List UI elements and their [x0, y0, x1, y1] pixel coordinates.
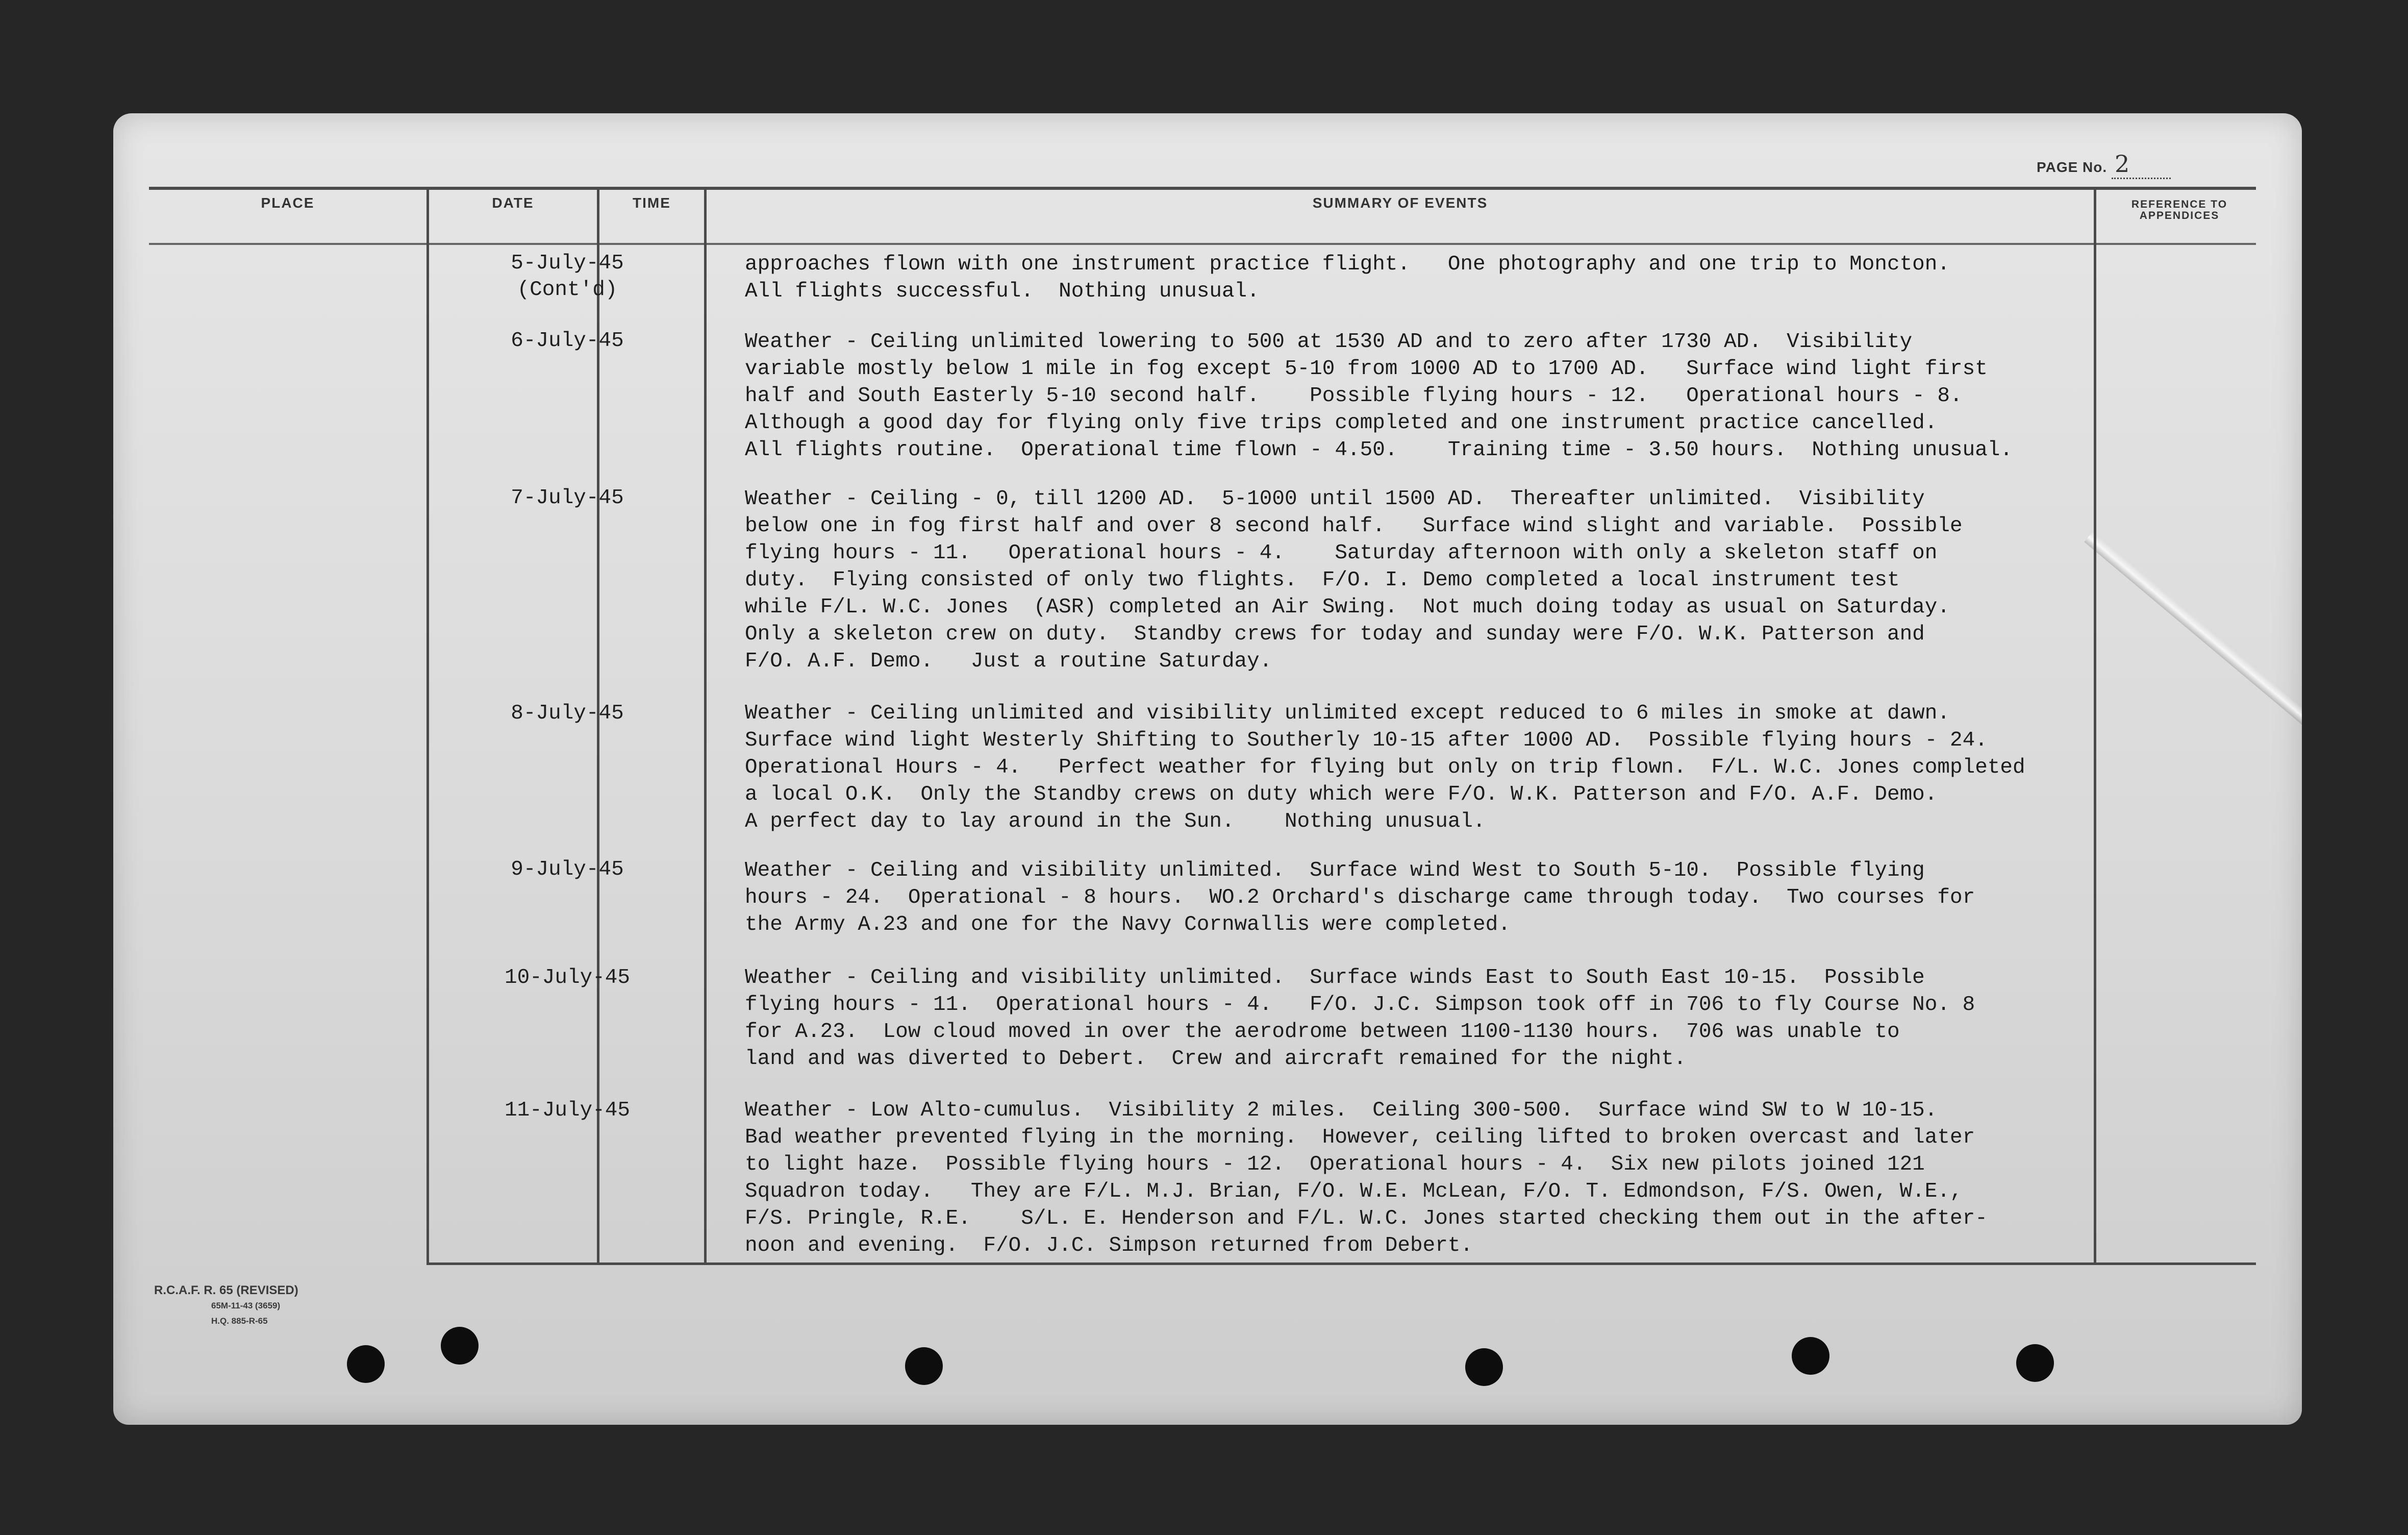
- form-id-line2: 65M-11-43 (3659): [211, 1301, 281, 1310]
- entry-date: 5-July-45 (Cont'd): [511, 252, 624, 302]
- record-sheet: [113, 113, 2302, 1425]
- header-time: TIME: [633, 195, 671, 211]
- entry-summary: Weather - Ceiling and visibility unlimited. Surface winds East to South East 10-15. Possible flying hours - 11. Operational hours - 4. F/O. J.C. Simpson took off in 706 to fly Course No. 8 for A.23. Low cloud moved in over the aerodrome between 1100-1130 hours. 706 was unable to land and was diverted to Debert. Crew and aircraft remained for the night.: [745, 966, 1975, 1071]
- entry-summary: Weather - Ceiling unlimited and visibility unlimited except reduced to 6 miles in smoke at dawn. Surface wind light Westerly Shifting to Southerly 10-15 after 1000 AD. Possible flying hours - 24. Operational Hours - 4. Perfect weather for flying but only on trip flown. F/L. W.C. Jones completed a local O.K. Only the Standby crews on duty which were F/O. W.K. Patterson and F/O. A.F. Demo. A perfect day to lay around in the Sun. Nothing unusual.: [745, 702, 2025, 833]
- entry-date: 10-July-45: [504, 966, 631, 989]
- header-summary: SUMMARY OF EVENTS: [1312, 195, 1488, 211]
- page-number-value: 2: [2112, 150, 2171, 179]
- punch-hole: [441, 1327, 479, 1365]
- entry-date: 8-July-45: [511, 702, 624, 725]
- table-top-rule: [149, 187, 2256, 190]
- entry-summary: Weather - Ceiling and visibility unlimited. Surface wind West to South 5-10. Possible flying hours - 24. Operational - 8 hours. WO.2 Orchard's discharge came through today. Two courses for the Army A.23 and one for the Navy Cornwallis were completed.: [745, 859, 1975, 936]
- punch-hole: [2016, 1344, 2054, 1382]
- page-number-label: [2037, 150, 2171, 179]
- punch-hole: [905, 1347, 943, 1385]
- column-divider-time-summary: [704, 187, 707, 1265]
- entry-summary: approaches flown with one instrument practice flight. One photography and one trip to Moncton. All flights successful. Nothing unusual.: [745, 253, 1950, 303]
- header-date: DATE: [492, 195, 534, 211]
- header-reference: REFERENCE TO APPENDICES: [2131, 199, 2228, 221]
- punch-hole: [347, 1345, 385, 1383]
- entry-date: 7-July-45: [511, 486, 624, 510]
- entry-summary: Weather - Ceiling unlimited lowering to 500 at 1530 AD and to zero after 1730 AD. Visibility variable mostly below 1 mile in fog except 5-10 from 1000 AD to 1700 AD. Surface wind light first half and South Easterly 5-10 second half. Possible flying hours - 12. Operational hours - 8. Although a good day for flying only five trips completed and one instrument practice cancelled. All flights routine. Operational time flown - 4.50. Training time - 3.50 hours. Nothing unusual.: [745, 330, 2013, 462]
- table-bottom-rule: [427, 1262, 2256, 1265]
- entry-summary: Weather - Ceiling - 0, till 1200 AD. 5-1000 until 1500 AD. Thereafter unlimited. Visibility below one in fog first half and over 8 second half. Surface wind slight and variable. Possible flying hours - 11. Operational hours - 4. Saturday afternoon with only a skeleton staff on duty. Flying consisted of only two flights. F/O. I. Demo completed a local instrument test while F/L. W.C. Jones (ASR) completed an Air Swing. Not much doing today as usual on Saturday. Only a skeleton crew on duty. Standby crews for today and sunday were F/O. W.K. Patterson and F/O. A.F. Demo. Just a routine Saturday.: [745, 487, 1963, 673]
- header-place: PLACE: [261, 195, 315, 211]
- form-identifier: [154, 1283, 298, 1329]
- punch-hole: [1792, 1337, 1829, 1375]
- punch-hole: [1465, 1348, 1503, 1386]
- entry-date: 6-July-45: [511, 329, 624, 353]
- page-number-caption: PAGE No.: [2037, 159, 2108, 175]
- entry-summary: Weather - Low Alto-cumulus. Visibility 2 miles. Ceiling 300-500. Surface wind SW to W 10-15. Bad weather prevented flying in the morning. However, ceiling lifted to broken overcast and later to light haze. Possible flying hours - 12. Operational hours - 4. Six new pilots joined 121 Squadron today. They are F/L. M.J. Brian, F/O. W.E. McLean, F/O. T. Edmondson, F/S. Owen, W.E., F/S. Pringle, R.E. S/L. E. Henderson and F/L. W.C. Jones started checking them out in the after- noon and evening. F/O. J.C. Simpson returned from Debert.: [745, 1099, 1988, 1257]
- entry-date: 11-July-45: [504, 1099, 631, 1122]
- form-id-line1: R.C.A.F. R. 65 (REVISED): [154, 1283, 298, 1297]
- form-id-line3: H.Q. 885-R-65: [211, 1316, 268, 1326]
- column-divider-place-date: [427, 187, 429, 1265]
- entry-date: 9-July-45: [511, 858, 624, 881]
- header-bottom-rule: [149, 243, 2256, 245]
